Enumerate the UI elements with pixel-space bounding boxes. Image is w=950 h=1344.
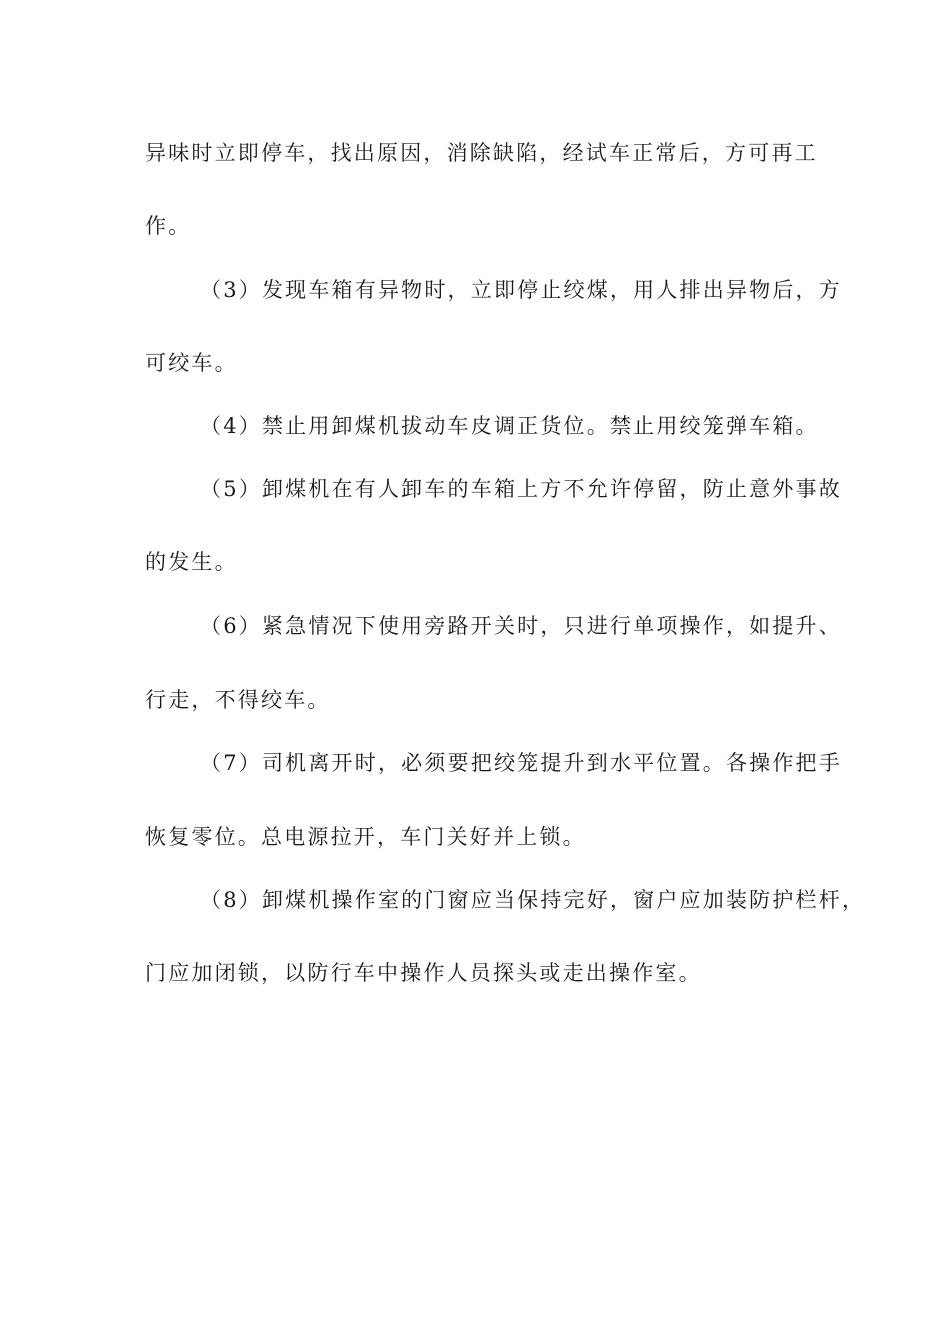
text-line: 恢复零位。总电源拉开，车门关好并上锁。 xyxy=(145,825,586,849)
text-line: （5）卸煤机在有人卸车的车箱上方不允许停留，防止意外事故 xyxy=(200,477,842,501)
text-line: 门应加闭锁，以防行车中操作人员探头或走出操作室。 xyxy=(145,961,702,985)
text-line: （4）禁止用卸煤机拔动车皮调正货位。禁止用绞笼弹车箱。 xyxy=(200,414,819,438)
text-line: 行走，不得绞车。 xyxy=(145,688,331,712)
text-line: 作。 xyxy=(145,214,192,238)
text-line: 的发生。 xyxy=(145,550,238,574)
text-line: （3）发现车箱有异物时，立即停止绞煤，用人排出异物后，方 xyxy=(200,278,842,302)
text-line: （8）卸煤机操作室的门窗应当保持完好，窗户应加装防护栏杆， xyxy=(200,888,866,912)
text-line: 异味时立即停车，找出原因，消除缺陷，经试车正常后，方可再工 xyxy=(145,141,818,165)
text-line: （7）司机离开时，必须要把绞笼提升到水平位置。各操作把手 xyxy=(200,751,842,775)
text-line: 可绞车。 xyxy=(145,351,238,375)
text-line: （6）紧急情况下使用旁路开关时，只进行单项操作，如提升、 xyxy=(200,614,842,638)
